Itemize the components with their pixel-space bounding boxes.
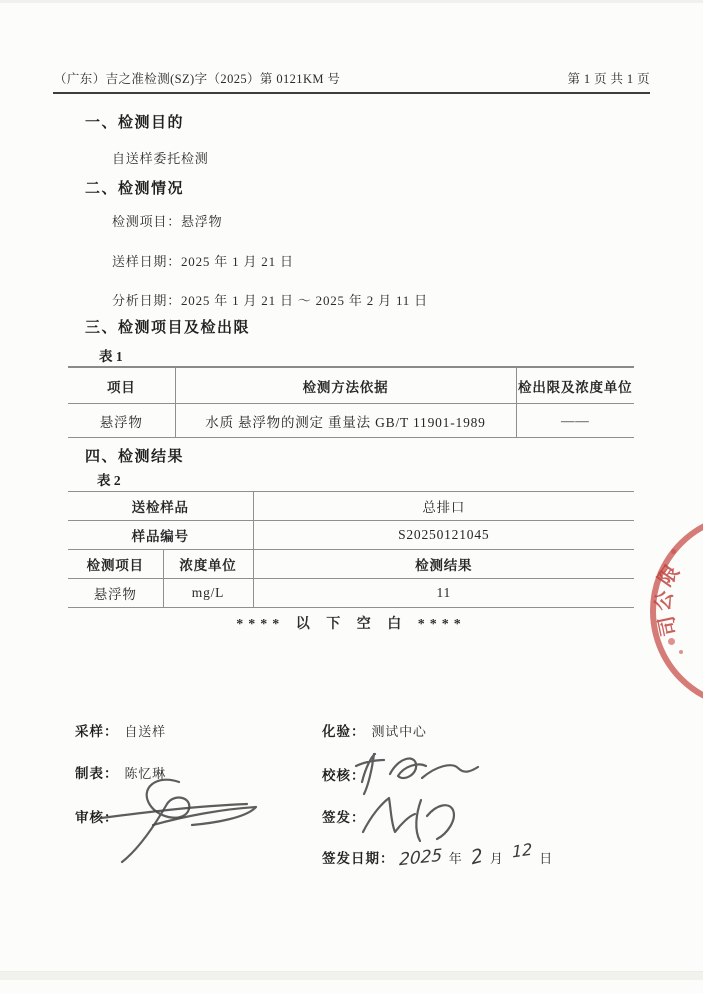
analysis-date-line: 分析日期：2025 年 1 月 21 日 ～ 2025 年 2 月 11 日 <box>112 293 428 308</box>
audit-signature <box>95 772 275 867</box>
seal-char-3: 司 <box>655 613 682 639</box>
sampling-label: 采样： <box>75 724 119 739</box>
table2-sample-label: 送检样品 <box>68 492 253 521</box>
section-1-title: 一、检测目的 <box>85 115 185 131</box>
lab-row <box>322 720 427 741</box>
scan-edge-bottom <box>0 971 703 980</box>
issue-label: 签发： <box>322 810 366 825</box>
table1-cell-item: 悬浮物 <box>68 404 175 438</box>
issue-date-row <box>322 839 561 871</box>
handwritten-month: 2 <box>469 844 485 870</box>
table2-cell-item: 悬浮物 <box>68 579 163 608</box>
section-3-title: 三、检测项目及检出限 <box>85 320 251 336</box>
table1-caption: 表 1 <box>99 349 123 364</box>
seal-mark-bottom-2 <box>679 650 683 654</box>
table2-cell-unit: mg/L <box>163 579 253 608</box>
issue-date-label: 签发日期： <box>322 851 395 866</box>
table2-header-unit: 浓度单位 <box>163 550 253 579</box>
sampling-value: 自送样 <box>124 724 166 739</box>
day-unit: 日 <box>539 851 553 866</box>
year-unit: 年 <box>448 851 462 866</box>
report-number: （广东）吉之准检测(SZ)字（2025）第 0121KM 号 <box>54 72 341 86</box>
seal-mark-bottom <box>668 638 675 645</box>
table1-cell-method: 水质 悬浮物的测定 重量法 GB/T 11901-1989 <box>175 404 516 438</box>
page-header <box>54 69 650 87</box>
tabulation-value: 陈忆琳 <box>124 766 166 781</box>
table-row <box>68 367 634 404</box>
seal-mark-top <box>671 549 676 554</box>
test-item-line: 检测项目：悬浮物 <box>112 214 223 229</box>
table1-header-limit: 检出限及浓度单位 <box>516 367 634 404</box>
tabulation-label: 制表： <box>75 766 119 781</box>
section-2-title: 二、检测情况 <box>85 181 185 197</box>
seal-char-1: 限 <box>654 561 684 591</box>
issue-signature <box>355 790 465 848</box>
seal-char-2: 公 <box>651 588 678 614</box>
scan-edge-top <box>0 0 703 3</box>
table1-cell-limit: —— <box>516 404 634 438</box>
table1-header-item: 项目 <box>68 367 175 404</box>
page-indicator: 第 1 页 共 1 页 <box>567 72 650 86</box>
handwritten-day: 12 <box>511 839 533 862</box>
below-blank-note: **** 以 下 空 白 **** <box>236 617 466 632</box>
table-row <box>68 579 634 608</box>
section-4-title: 四、检测结果 <box>85 449 185 465</box>
table2-code-label: 样品编号 <box>68 521 253 550</box>
handwritten-year: 2025 <box>398 845 442 871</box>
table2-header-result: 检测结果 <box>253 550 634 579</box>
table-row <box>68 521 634 550</box>
table2-code-value: S20250121045 <box>253 521 634 550</box>
lab-label: 化验： <box>322 724 366 739</box>
table-row <box>68 492 634 521</box>
table2-cell-result: 11 <box>253 579 634 608</box>
table2-caption: 表 2 <box>97 473 121 488</box>
lab-value: 测试中心 <box>371 724 427 739</box>
sampling-row <box>75 720 166 741</box>
table1-header-method: 检测方法依据 <box>175 367 516 404</box>
company-seal <box>650 512 703 710</box>
purpose-text: 自送样委托检测 <box>112 151 209 166</box>
sample-date-line: 送样日期：2025 年 1 月 21 日 <box>112 254 294 269</box>
result-table <box>68 491 634 608</box>
table-row <box>68 550 634 579</box>
audit-label: 审核： <box>75 810 119 825</box>
table2-sample-value: 总排口 <box>253 492 634 521</box>
month-unit: 月 <box>489 851 503 866</box>
table2-header-item: 检测项目 <box>68 550 163 579</box>
detection-limit-table <box>68 366 634 438</box>
table-row <box>68 404 634 438</box>
check-label: 校核： <box>322 768 366 783</box>
header-rule <box>53 92 650 94</box>
